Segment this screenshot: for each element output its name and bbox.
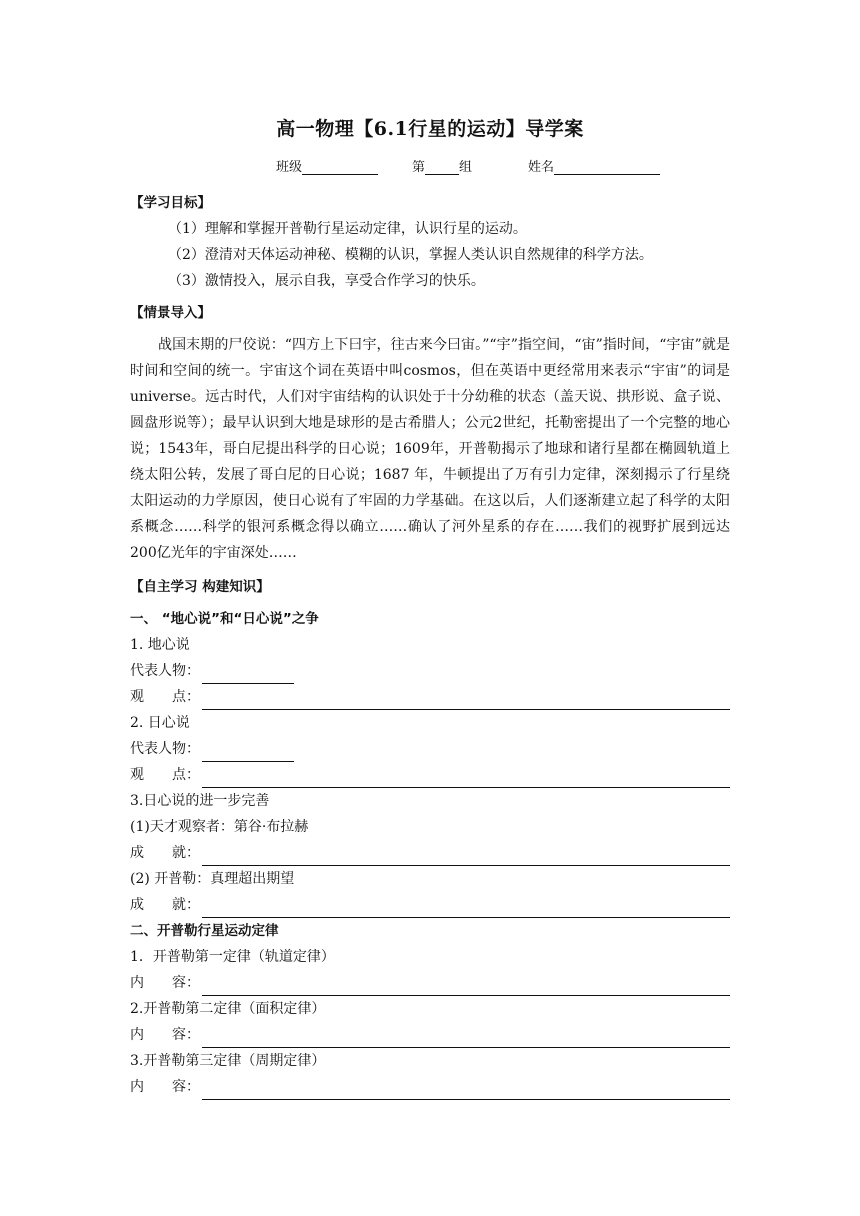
- law1-content-row: [130, 970, 730, 996]
- group-suffix: 组: [459, 160, 473, 175]
- law1-content-label: 内 容：: [130, 975, 200, 991]
- part1-heading: 一、 “地心说”和“日心说”之争: [130, 611, 319, 627]
- law2-content-row: [130, 1022, 730, 1048]
- law3-content-blank[interactable]: [202, 1081, 730, 1100]
- heliocentric-person-row: [130, 736, 730, 762]
- law3-content-row: [130, 1074, 730, 1100]
- student-info-line: [276, 156, 660, 175]
- further-title: 3.日心说的进一步完善: [130, 793, 270, 809]
- part2-heading: 二、开普勒行星运动定律: [130, 923, 279, 939]
- intro-heading: 【情景导入】: [130, 305, 211, 321]
- tycho-line: (1)天才观察者：第谷·布拉赫: [130, 819, 309, 835]
- geocentric-view-row: [130, 684, 730, 710]
- geocentric-view-label: 观 点：: [130, 689, 200, 705]
- class-label: 班级: [276, 160, 303, 175]
- law2-title: 2.开普勒第二定律（面积定律）: [130, 1001, 326, 1017]
- kepler-achievement-blank[interactable]: [202, 899, 730, 918]
- law2-content-label: 内 容：: [130, 1027, 200, 1043]
- kepler-achievement-row: [130, 892, 730, 918]
- law3-title: 3.开普勒第三定律（周期定律）: [130, 1053, 326, 1069]
- goal-item: （2）澄清对天体运动神秘、模糊的认识，掌握人类认识自然规律的科学方法。: [168, 247, 653, 263]
- heliocentric-person-blank[interactable]: [202, 743, 294, 762]
- group-blank[interactable]: [425, 160, 459, 175]
- self-study-heading: 【自主学习 构建知识】: [130, 579, 270, 595]
- geocentric-view-blank[interactable]: [202, 691, 730, 710]
- kepler-achievement-label: 成 就：: [130, 897, 200, 913]
- worksheet-content: [130, 190, 730, 1100]
- group-prefix: 第: [412, 160, 426, 175]
- heliocentric-title: 2. 日心说: [130, 715, 190, 731]
- geocentric-person-row: [130, 658, 730, 684]
- heliocentric-view-row: [130, 762, 730, 788]
- goal-item: （1）理解和掌握开普勒行星运动定律，认识行星的运动。: [168, 221, 527, 237]
- heliocentric-view-blank[interactable]: [202, 769, 730, 788]
- intro-paragraph: 战国末期的尸佼说：“四方上下曰宇，往古来今曰宙。”“宇”指空间，“宙”指时间，“宇宙”就是时间和空间的统一。宇宙这个词在英语中叫cosmos，但在英语中更经常用来表示“宇宙”的词是 universe。远古时代，人们对宇宙结构的认识处于十分幼稚的状态（盖天说、拱形说、盒子说、圆盘形说等）；最早认识到大地是球形的是古希腊人；公元2世纪，托勒密提出了一个完整的地心说；1543年，哥白尼提出科学的日心说；1609年，开普勒揭示了地球和诸行星都在椭圆轨道上绕太阳公转，发展了哥白尼的日心说；1687 年，牛顿提出了万有引力定律，深刻揭示了行星绕太阳运动的力学原因，使日心说有了牢固的力学基础。在这以后，人们逐渐建立起了科学的太阳系概念……科学的银河系概念得以确立……确认了河外星系的存在……我们的视野扩展到远达200亿光年的宇宙深处……: [130, 337, 730, 561]
- page-title: 高一物理【6.1行星的运动】导学案: [276, 118, 584, 140]
- law1-title: 1．开普勒第一定律（轨道定律）: [130, 949, 335, 965]
- law1-content-blank[interactable]: [202, 977, 730, 996]
- law2-content-blank[interactable]: [202, 1029, 730, 1048]
- kepler-line: (2) 开普勒：真理超出期望: [130, 871, 295, 887]
- geocentric-title: 1. 地心说: [130, 637, 190, 653]
- class-blank[interactable]: [302, 160, 378, 175]
- tycho-achievement-blank[interactable]: [202, 847, 730, 866]
- goal-item: （3）激情投入，展示自我，享受合作学习的快乐。: [168, 273, 485, 289]
- geocentric-person-blank[interactable]: [202, 665, 294, 684]
- tycho-achievement-row: [130, 840, 730, 866]
- heliocentric-view-label: 观 点：: [130, 767, 200, 783]
- name-label: 姓名: [528, 160, 555, 175]
- name-blank[interactable]: [554, 160, 660, 175]
- geocentric-person-label: 代表人物：: [130, 663, 200, 679]
- heliocentric-person-label: 代表人物：: [130, 741, 200, 757]
- goals-heading: 【学习目标】: [130, 195, 211, 211]
- law3-content-label: 内 容：: [130, 1079, 200, 1095]
- tycho-achievement-label: 成 就：: [130, 845, 200, 861]
